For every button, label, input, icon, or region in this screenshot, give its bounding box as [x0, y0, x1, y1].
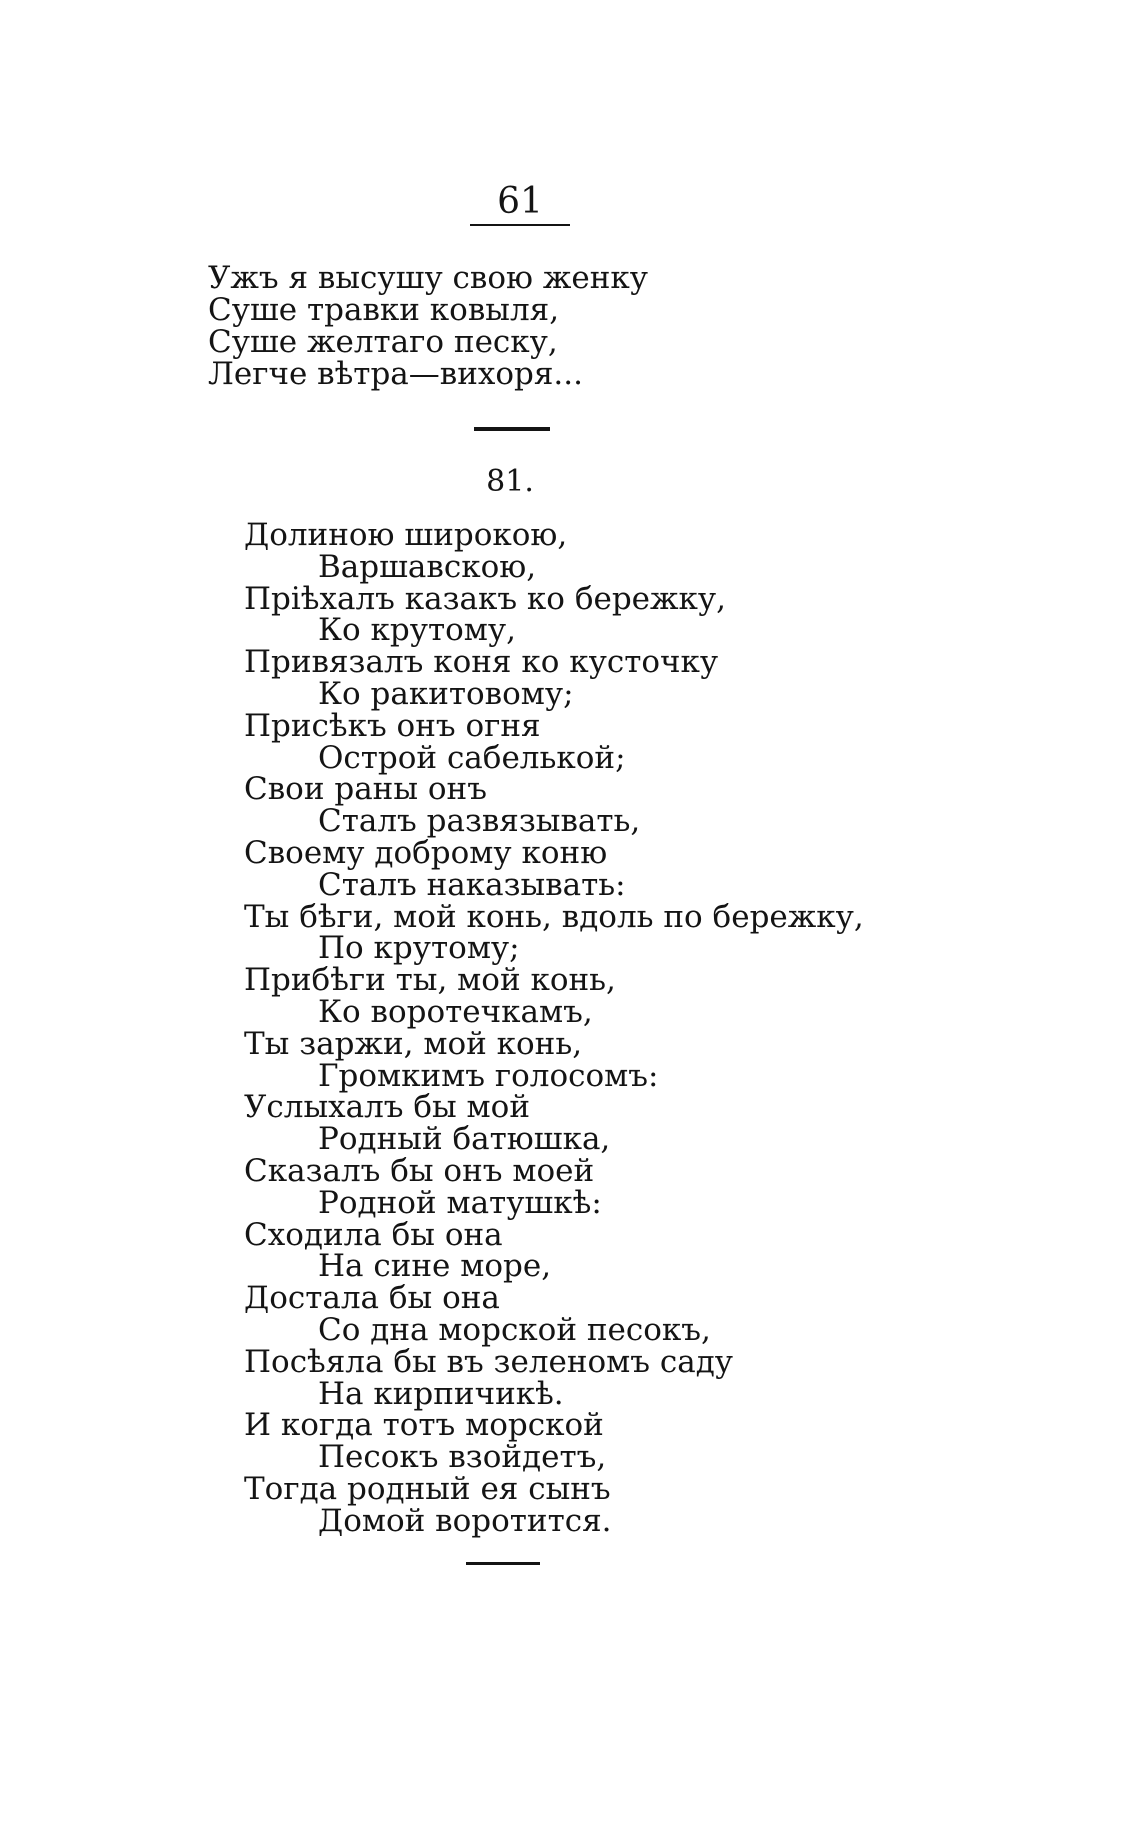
poem-line: По крутому;: [318, 930, 520, 967]
poem-line: Долиною широкою,: [244, 517, 568, 553]
poem-81-body: [244, 517, 864, 1539]
page-number-underline: [470, 224, 570, 226]
poem-line: Присѣкъ онъ огня: [244, 707, 541, 744]
poem-line: Родной матушкѣ:: [318, 1184, 602, 1221]
poem-line: Суше желтаго песку,: [208, 324, 558, 360]
poem-line: Со дна морской песокъ,: [318, 1311, 711, 1348]
poem-line: Варшавскою,: [318, 548, 537, 585]
poem-line: Сталъ наказывать:: [318, 866, 626, 903]
poem-line: Сходила бы она: [244, 1216, 503, 1253]
poem-line: Суше травки ковыля,: [208, 292, 560, 328]
poem-line: На кирпичикѣ.: [318, 1375, 564, 1412]
poem-line: И когда тотъ морской: [244, 1407, 604, 1444]
poem-line: Сталъ развязывать,: [318, 803, 641, 840]
previous-poem-ending: [208, 262, 648, 390]
poem-line: Услыхалъ бы мой: [244, 1089, 530, 1126]
poem-line: Достала бы она: [244, 1280, 500, 1317]
poem-line: Легче вѣтра—вихоря...: [208, 356, 583, 392]
section-separator: [466, 1562, 540, 1565]
poem-number: 81.: [486, 464, 534, 499]
poem-line: Громкимъ голосомъ:: [318, 1057, 659, 1094]
poem-line: Свои раны онъ: [244, 771, 487, 808]
poem-line: Родный батюшка,: [318, 1121, 611, 1158]
poem-line: Ты заржи, мой конь,: [244, 1025, 583, 1062]
poem-line: Ты бѣги, мой конь, вдоль по бережку,: [244, 898, 864, 935]
section-separator: [474, 427, 550, 431]
poem-line: Ужъ я высушу свою женку: [208, 260, 649, 296]
poem-line: На сине море,: [318, 1248, 552, 1285]
page-number: 61: [497, 181, 543, 222]
poem-line: Прибѣги ты, мой конь,: [244, 962, 616, 999]
poem-line: Пріѣхалъ казакъ ко бережку,: [244, 580, 726, 617]
poem-line: Домой воротится.: [318, 1502, 612, 1539]
poem-line: Своему доброму коню: [244, 834, 608, 871]
poem-line: Ко крутому,: [318, 612, 516, 649]
poem-line: Ко ракитовому;: [318, 675, 574, 712]
poem-line: Острой сабелькой;: [318, 739, 626, 776]
poem-line: Ко воротечкамъ,: [318, 993, 593, 1030]
poem-line: Посѣяла бы въ зеленомъ саду: [244, 1343, 734, 1380]
poem-line: Сказалъ бы онъ моей: [244, 1152, 595, 1189]
poem-line: Песокъ взойдетъ,: [318, 1439, 607, 1476]
poem-line: Привязалъ коня ко кусточку: [244, 644, 719, 681]
poem-line: Тогда родный ея сынъ: [244, 1470, 611, 1507]
